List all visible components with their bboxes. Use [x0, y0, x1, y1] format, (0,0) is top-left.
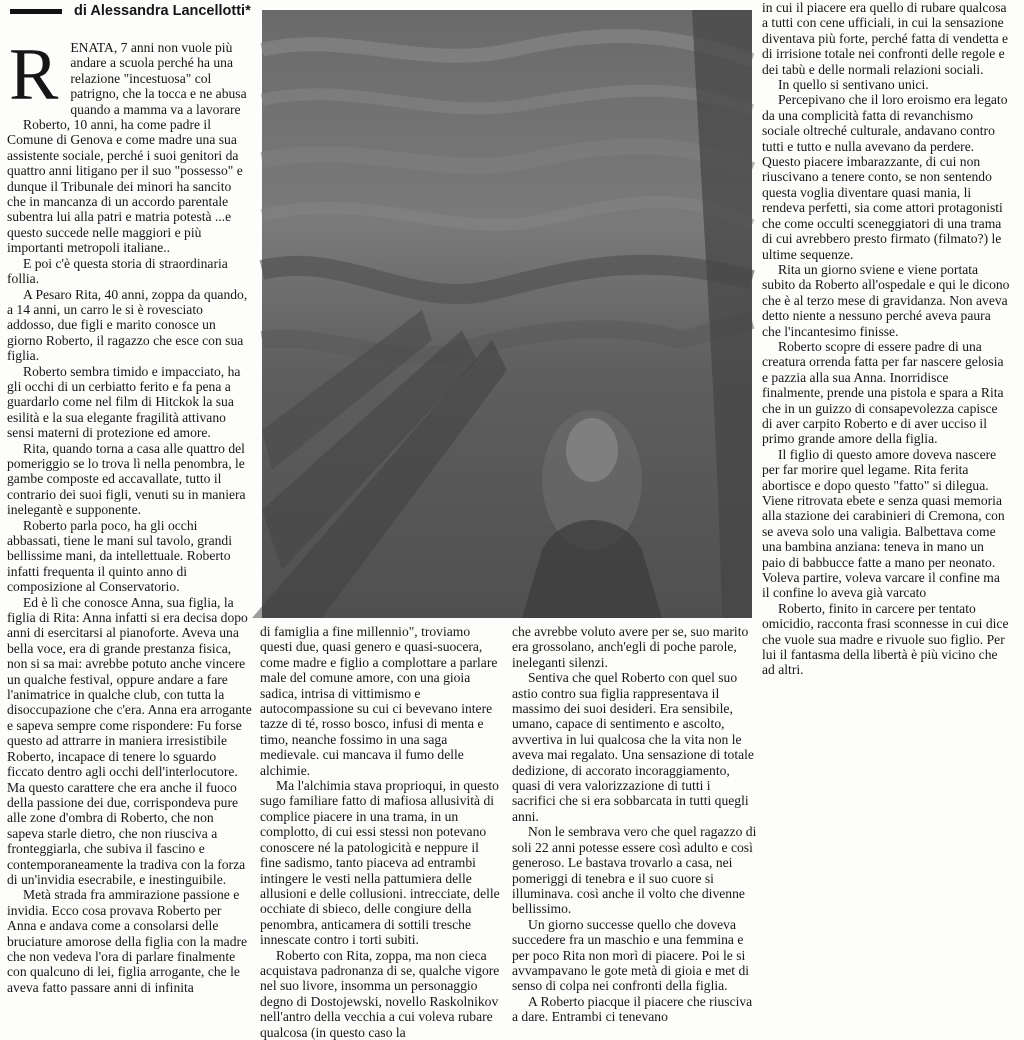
paragraph: Roberto, 10 anni, ha come padre il Comune di Genova e come madre una sua assistente sociale, perché i suoi genitori da quattro anni litigano per il suo "possesso" e dunque il Tribunale dei minori ha sancito che in mancanza di un accordo parentale subentra lui alla patri e matria potestà ...e questo succede nelle maggiori e più importanti metropoli italiane.. [7, 117, 243, 256]
paragraph: Rita, quando torna a casa alle quattro del pomeriggio se lo trova lì nella penombra, le gambe composte ed accavallate, tutto il contrario dei suoi figli, venuti su in maniera inelegantè e supponente. [7, 440, 246, 518]
paragraph: Roberto, finito in carcere per tentato omicidio, racconta frasi sconnesse in cui dice che vuole sua madre e rivuole suo figlio. Per lui il fantasma della libertà è più vicino che ad altri. [762, 600, 1009, 678]
paragraph: Ed è lì che conosce Anna, sua figlia, la figlia di Rita: Anna infatti si era decisa dopo anni di esercitarsi al pianoforte. Aveva una bella voce, era di grande prestanza fisica, non si sa mai: avrebbe potuto anche vincere un qualche festival, oppure andare a fare l'animatrice in qualche club, con tutta la disoccupazione che c'era. Anna era arrogante e sapeva sempre come rispondere: Fu forse questo ad attrarre in maniera irresistibile Roberto, incapace di tenere lo sguardo ficcato dentro agli occhi dell'interlocutore. Ma questo carattere che era anche il fuoco della passione dei due, corrispondeva pure alle zone d'ombra di Roberto, che non sapeva starle dietro, che non riusciva a fronteggiarla, che subiva il fascino e contemporaneamente la tradiva con la forza di un'invidia esecrabile, e inestinguibile. [7, 594, 252, 887]
paragraph: Non le sembrava vero che quel ragazzo di soli 22 anni potesse essere così adulto e così generoso. Le bastava trovarlo a casa, nei pomeriggi di tenebra e il suo cuore si illuminava. così anche il volto che divenne bellissimo. [512, 824, 757, 917]
byline-rule [10, 9, 62, 14]
paragraph: Roberto parla poco, ha gli occhi abbassati, tiene le mani sul tavolo, grandi bellissime mani, da intellettuale. Roberto infatti frequenta il quinto anno di composizione al Conservatorio. [7, 517, 232, 595]
paragraph: Il figlio di questo amore doveva nascere per far morire quel legame. Rita ferita abortisce e dopo questo "fatto" si dilegua. Viene ritrovata ebete e senza quasi memoria alla stazione dei carabinieri di Cremona, con se aveva solo una valigia. Balbettava come una bambina anziana: teneva in mano un paio di babbucce fatte a mano per neonato. Voleva partire, voleva varcare il confine ma il confine lo aveva già varcato [762, 446, 1005, 601]
paragraph: E poi c'è questa storia di straordinaria follia. [7, 255, 228, 287]
paragraph: Roberto con Rita, zoppa, ma non cieca acquistava padronanza di se, qualche vigore nel suo livore, insomma un personaggio degno di Dostojewski, novello Raskolnikov nell'antro della vecchia a cui voleva rubare qualcosa (in questo caso la [260, 947, 500, 1040]
article-column-4 [762, 0, 1010, 720]
paragraph: Percepivano che il loro eroismo era legato da una complicità fatta di revanchismo sociale oltreché culturale, andavano contro tutti e tutto e nulla avevano da perdere. Questo piacere imbarazzante, di cui non riuscivano a tenere conto, se non sentendo questa voglia diventare quasi mania, li rendeva perfetti, sia come attori protagonisti che come occulti sceneggiatori di una trama di cui avrebbero presto firmato (filmato?) le ultime sequenze. [762, 92, 1008, 262]
paragraph: che avrebbe voluto avere per se, suo marito era grossolano, anch'egli di poche parole, ineleganti silenzi. [512, 624, 749, 670]
paragraph: Metà strada fra ammirazione passione e invidia. Ecco cosa provava Roberto per Anna e andava come a consolarsi delle bruciature amorose della figlia con la madre che non vedeva l'ora di parlare finalmente con qualcuno di lei, figlia arrogante, che le aveva fatto passare anni di infinita [7, 887, 248, 995]
paragraph: Ma l'alchimia stava proprioqui, in questo sugo familiare fatto di mafiosa allusività di complice piacere in una trama, in un complotto, di cui essi stessi non potevano conoscere né la patologicità e neppure il fine sadismo, tanto piaceva ad entrambi intingere le vesti nella pattumiera delle allusioni e delle collusioni. intrecciate, delle occhiate di sbieco, delle congiure della penombra, anticamera di sottili tresche innescate contro i torti subiti. [260, 778, 500, 948]
paragraph: Roberto scopre di essere padre di una creatura orrenda fatta per far nascere gelosia e pazzia alla sua Anna. Inorridisce finalmente, prende una pistola e spara a Rita che in un guizzo di consapevolezza capisce di aver carpito Roberto e di aver ucciso il primo grande amore della figlia. [762, 338, 1004, 447]
paragraph: Rita un giorno sviene e viene portata subito da Roberto all'ospedale e qui le dicono che è al terzo mese di gravidanza. Non aveva detto niente a nessuno perché aveva paura che l'incantesimo finisse. [762, 261, 1010, 339]
paragraph: in cui il piacere era quello di rubare qualcosa a tutti con cene ufficiali, in cui la sensazione diventava più forte, perché fatta di vendetta e di irrisione totale nei confronti delle regole e dei tabù e delle normali relazioni sociali. [762, 0, 1009, 77]
painting-svg [262, 10, 752, 618]
painting-illustration [262, 10, 752, 618]
paragraph: Sentiva che quel Roberto con quel suo astio contro sua figlia rappresentava il massimo dei suoi desideri. Era sensibile, umano, capace di sentimento e ascolto, avvertiva in lui qualcosa che la vita non le aveva mai regalato. Una sensazione di totale dedizione, di accorato incoraggiamento, quasi di vera valorizzazione di tutti i sacrifici che si era sobbarcata in tutti quegli anni. [512, 670, 754, 824]
paragraph: A Pesaro Rita, 40 anni, zoppa da quando, a 14 anni, un carro le si è rovesciato addosso, due figli e marito conosce un giorno Roberto, il ragazzo che esce con sua figlia. [7, 286, 248, 364]
paragraph: di famiglia a fine millennio", troviamo questi due, quasi genero e quasi-suocera, come madre e figlio a complottare a parlare male del comune amore, con una gioia sadica, intrisa di vittimismo e autocompassione su cui ci bevevano intere tazze di té, rosso bosco, infusi di menta e timo, neanche fossimo in una saga medievale. cui mancava il fumo delle alchimie. [260, 624, 498, 778]
paragraph: A Roberto piacque il piacere che riusciva a dare. Entrambi ci tenevano [512, 993, 753, 1025]
paragraph: ENATA, 7 anni non vuole più andare a scuola perché ha una relazione "incestuosa" col patrigno, che la tocca e ne abusa quando a mamma va a lavorare [70, 40, 247, 117]
drop-cap: R [9, 34, 59, 116]
article-column-2 [260, 624, 503, 1040]
paragraph: Roberto sembra timido e impacciato, ha gli occhi di un cerbiatto ferito e fa pena a guardarlo come nel film di Hitckok la sua esilità e la sua elegante fragilità attivano sensi materni di protezione ed amore. [7, 363, 241, 441]
byline: di Alessandra Lancellotti* [74, 3, 251, 19]
article-column-1 [7, 34, 253, 1024]
article-column-3 [512, 624, 757, 1024]
paragraph: In quello si sentivano unici. [778, 77, 929, 93]
paragraph: Un giorno successe quello che doveva succedere fra un maschio e una femmina e per poco Rita non morì di piacere. Poi le si avvampavano le gote metà di gioia e met di senso di colpa nei confronti della figlia. [512, 916, 750, 994]
